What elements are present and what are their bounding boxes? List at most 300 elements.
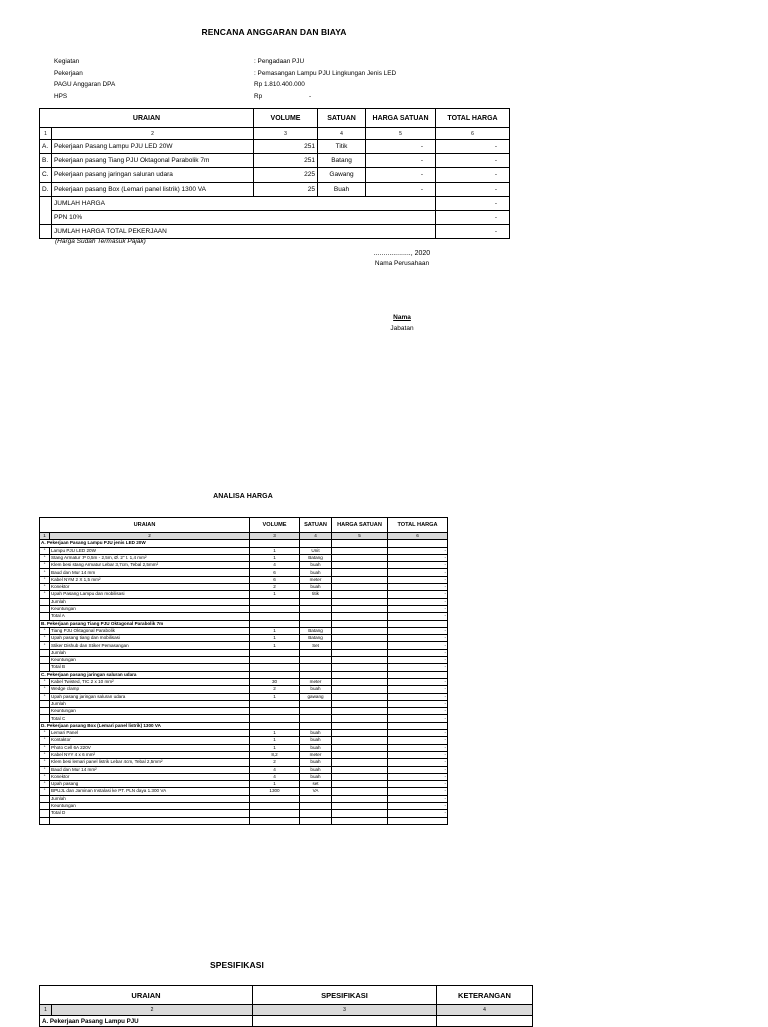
table-cell	[40, 700, 50, 707]
table-cell: -	[388, 730, 448, 737]
table-cell	[388, 817, 448, 824]
bullet-icon: °	[40, 773, 50, 780]
table-cell: C. Pekerjaan pasang jaringan saluran udara	[40, 671, 250, 678]
table-cell: Batang	[300, 635, 332, 642]
table-cell: Kabel NYY 4 x 6 mm²	[50, 751, 250, 758]
rab-col-num: 6	[436, 128, 510, 140]
table-cell: -	[388, 700, 448, 707]
spesifikasi-table	[39, 985, 533, 1027]
table-cell: 30	[250, 678, 300, 685]
table-cell: Total C	[50, 715, 250, 722]
spesifikasi-col-num: 2	[52, 1005, 253, 1016]
table-cell: -	[388, 693, 448, 700]
rab-col-num: 5	[366, 128, 436, 140]
table-cell: -	[388, 576, 448, 583]
analisa-col-num: 4	[300, 533, 332, 540]
table-row	[40, 737, 448, 744]
table-cell: B. Pekerjaan pasang Tiang PJU Oktagonal Parabolik 7m	[40, 620, 250, 627]
table-cell: buah	[300, 737, 332, 744]
row-unit: Batang	[318, 154, 366, 168]
info-label-pagu: PAGU Anggaran DPA	[54, 81, 116, 88]
table-cell: -	[388, 744, 448, 751]
table-cell	[332, 715, 388, 722]
table-row	[40, 627, 448, 634]
table-cell	[332, 700, 388, 707]
company-name: Nama Perusahaan	[374, 260, 430, 267]
table-cell: buah	[300, 730, 332, 737]
table-cell	[40, 598, 50, 605]
table-cell: D. Pekerjaan pasang Box (Lemari panel listrik) 1300 VA	[40, 722, 250, 729]
table-cell: buah	[300, 773, 332, 780]
table-cell: Baud dan Mur 14 mm	[50, 569, 250, 576]
info-extra-hps: -	[309, 92, 312, 100]
analisa-header-harga-satuan: HARGA SATUAN	[332, 518, 388, 533]
table-cell: Baud dan Mur 14 mm²	[50, 766, 250, 773]
row-total: -	[436, 182, 510, 196]
bullet-icon: °	[40, 678, 50, 685]
table-cell	[332, 722, 388, 729]
footer-row	[40, 708, 448, 715]
info-label-kegiatan: Kegiatan	[54, 58, 80, 65]
table-cell: -	[388, 766, 448, 773]
bullet-icon: °	[40, 547, 50, 554]
rab-header-satuan: SATUAN	[318, 109, 366, 128]
table-cell: buah	[300, 744, 332, 751]
table-cell: Lampu PJU LED 20W	[50, 547, 250, 554]
table-cell: 1	[250, 693, 300, 700]
analisa-number-row	[40, 533, 448, 540]
analisa-col-num: 5	[332, 533, 388, 540]
table-cell: Set	[300, 642, 332, 649]
table-cell	[40, 817, 50, 824]
table-cell	[332, 627, 388, 634]
table-cell: VA	[300, 788, 332, 795]
signatory-name: Nama	[393, 314, 411, 321]
row-code: A.	[40, 140, 52, 154]
table-cell: -	[388, 584, 448, 591]
summary-row	[40, 196, 510, 210]
table-cell: -	[388, 591, 448, 598]
footer-row	[40, 802, 448, 809]
table-cell	[250, 810, 300, 817]
table-cell: Jumlah	[50, 700, 250, 707]
row-code: C.	[40, 168, 52, 182]
table-cell	[332, 540, 388, 547]
summary-row	[40, 225, 510, 239]
spesifikasi-number-row	[40, 1005, 533, 1016]
table-row	[40, 140, 510, 154]
table-cell: 1300	[250, 788, 300, 795]
table-cell	[250, 613, 300, 620]
table-cell: Jumlah	[50, 649, 250, 656]
row-unit: Buah	[318, 182, 366, 196]
footer-row	[40, 598, 448, 605]
table-cell: Kabel NYM 2 X 1,5 mm²	[50, 576, 250, 583]
bullet-icon: °	[40, 686, 50, 693]
table-cell	[332, 562, 388, 569]
table-cell: Stang Armatur :P 0,5m - 2,5m, Ø. 2" t. 1,4 mm²	[50, 554, 250, 561]
table-cell: -	[388, 547, 448, 554]
summary-total: -	[436, 225, 510, 239]
table-cell	[40, 664, 50, 671]
table-cell	[332, 584, 388, 591]
table-cell	[332, 795, 388, 802]
footer-row	[40, 810, 448, 817]
table-row	[40, 817, 448, 824]
table-cell	[300, 605, 332, 612]
table-cell	[250, 649, 300, 656]
summary-label: PPN 10%	[52, 210, 436, 224]
table-cell: Upah pasang jaringan saluran udara	[50, 693, 250, 700]
table-cell	[40, 708, 50, 715]
row-volume: 25	[254, 182, 318, 196]
table-cell: buah	[300, 759, 332, 766]
table-row	[40, 751, 448, 758]
bullet-icon: °	[40, 569, 50, 576]
table-cell	[40, 613, 50, 620]
table-cell	[332, 759, 388, 766]
table-cell: -	[388, 715, 448, 722]
table-cell: Photo Cell 6A 220V	[50, 744, 250, 751]
footer-row	[40, 715, 448, 722]
table-cell: Jumlah	[50, 795, 250, 802]
table-row	[40, 642, 448, 649]
table-cell	[300, 598, 332, 605]
table-cell: set	[300, 781, 332, 788]
sign-date: ..................., 2020	[373, 250, 431, 257]
table-cell	[40, 649, 50, 656]
table-cell	[250, 795, 300, 802]
table-cell	[332, 744, 388, 751]
table-cell: -	[388, 678, 448, 685]
table-cell	[250, 605, 300, 612]
table-cell	[332, 737, 388, 744]
table-cell: gawang	[300, 693, 332, 700]
rab-header-row	[40, 109, 510, 128]
table-cell	[40, 715, 50, 722]
spesifikasi-header-keterangan: KETERANGAN	[437, 986, 533, 1005]
table-row	[40, 562, 448, 569]
table-cell	[250, 802, 300, 809]
table-cell	[332, 635, 388, 642]
analisa-title: ANALISA HARGA	[213, 493, 273, 500]
table-cell	[40, 802, 50, 809]
rab-col-num: 4	[318, 128, 366, 140]
table-cell	[300, 540, 332, 547]
table-row	[40, 569, 448, 576]
table-row	[40, 766, 448, 773]
table-cell	[332, 605, 388, 612]
table-cell	[332, 788, 388, 795]
rab-col-num: 1	[40, 128, 52, 140]
bullet-icon: °	[40, 788, 50, 795]
table-cell: 8,2	[250, 751, 300, 758]
signatory-title: Jabatan	[390, 325, 414, 332]
footer-row	[40, 657, 448, 664]
table-cell: buah	[300, 584, 332, 591]
table-cell: 1	[250, 642, 300, 649]
section-row	[40, 540, 448, 547]
table-cell: 4	[250, 773, 300, 780]
table-cell: 4	[250, 562, 300, 569]
bullet-icon: °	[40, 766, 50, 773]
spesifikasi-header-row	[40, 986, 533, 1005]
table-cell: -	[388, 657, 448, 664]
rab-header-total-harga: TOTAL HARGA	[436, 109, 510, 128]
table-cell	[300, 795, 332, 802]
rab-title: RENCANA ANGGARAN DAN BIAYA	[201, 27, 347, 37]
table-cell	[332, 686, 388, 693]
row-desc: Pekerjaan pasang Tiang PJU Oktagonal Parabolik 7m	[52, 154, 254, 168]
info-value-hps: Rp	[254, 92, 263, 100]
table-cell	[332, 642, 388, 649]
table-cell	[388, 540, 448, 547]
row-unit: Gawang	[318, 168, 366, 182]
spesifikasi-col-num: 4	[437, 1005, 533, 1016]
table-cell	[250, 671, 300, 678]
table-cell	[332, 591, 388, 598]
footer-row	[40, 613, 448, 620]
row-volume: 225	[254, 168, 318, 182]
table-cell	[300, 802, 332, 809]
table-cell	[300, 708, 332, 715]
table-cell	[300, 671, 332, 678]
table-cell	[300, 810, 332, 817]
table-cell: 4	[250, 766, 300, 773]
table-cell: -	[388, 554, 448, 561]
rab-info	[54, 56, 474, 102]
row-desc: Pekerjaan Pasang Lampu PJU LED 20W	[52, 140, 254, 154]
table-cell: -	[388, 781, 448, 788]
table-cell: A. Pekerjaan Pasang Lampu PJU jenis LED 20W	[40, 540, 250, 547]
table-row	[40, 759, 448, 766]
table-cell	[300, 700, 332, 707]
table-row	[40, 781, 448, 788]
table-cell	[332, 598, 388, 605]
info-label-hps: HPS	[54, 92, 68, 100]
table-cell	[250, 540, 300, 547]
footer-row	[40, 700, 448, 707]
rab-header-harga-satuan: HARGA SATUAN	[366, 109, 436, 128]
table-cell	[332, 730, 388, 737]
table-cell: 1	[250, 635, 300, 642]
table-cell	[40, 605, 50, 612]
table-cell: 1	[250, 547, 300, 554]
table-cell: meter	[300, 751, 332, 758]
analisa-col-num: 1	[40, 533, 50, 540]
bullet-icon: °	[40, 744, 50, 751]
analisa-col-num: 2	[50, 533, 250, 540]
table-cell: 1	[250, 627, 300, 634]
bullet-icon: °	[40, 693, 50, 700]
table-cell	[388, 722, 448, 729]
table-cell: Kontaktor	[50, 737, 250, 744]
spesifikasi-section-row	[40, 1016, 533, 1027]
info-value-pagu: Rp 1.810.400.000	[254, 81, 305, 88]
bullet-icon: °	[40, 576, 50, 583]
info-value-pekerjaan: : Pemasangan Lampu PJU Lingkungan Jenis LED	[254, 69, 397, 77]
footer-row	[40, 795, 448, 802]
analisa-header-volume: VOLUME	[250, 518, 300, 533]
bullet-icon: °	[40, 562, 50, 569]
table-cell: Wedge clamp	[50, 686, 250, 693]
table-cell	[300, 664, 332, 671]
table-cell: -	[388, 649, 448, 656]
table-cell: 6	[250, 576, 300, 583]
table-cell: 1	[250, 737, 300, 744]
table-cell: 1	[250, 781, 300, 788]
section-row	[40, 620, 448, 627]
spesifikasi-header-spesifikasi: SPESIFIKASI	[253, 986, 437, 1005]
rab-col-num: 3	[254, 128, 318, 140]
table-cell: 1	[250, 591, 300, 598]
table-cell: Batang	[300, 627, 332, 634]
table-cell	[332, 576, 388, 583]
table-cell	[332, 613, 388, 620]
analisa-header-uraian: URAIAN	[40, 518, 250, 533]
table-cell: titik	[300, 591, 332, 598]
rab-table	[39, 108, 510, 239]
table-cell: Total B	[50, 664, 250, 671]
table-cell: -	[388, 795, 448, 802]
row-price: -	[366, 140, 436, 154]
table-cell: -	[388, 605, 448, 612]
table-cell: -	[388, 708, 448, 715]
table-cell: -	[388, 686, 448, 693]
table-cell	[300, 620, 332, 627]
table-cell	[332, 781, 388, 788]
table-row	[40, 730, 448, 737]
table-row	[40, 744, 448, 751]
table-cell	[250, 620, 300, 627]
bullet-icon: °	[40, 584, 50, 591]
table-cell	[332, 657, 388, 664]
bullet-icon: °	[40, 781, 50, 788]
table-cell: 2	[250, 759, 300, 766]
table-row	[40, 788, 448, 795]
table-row	[40, 635, 448, 642]
table-cell	[250, 598, 300, 605]
table-cell: -	[388, 751, 448, 758]
table-cell	[332, 810, 388, 817]
table-cell	[332, 620, 388, 627]
section-row	[40, 722, 448, 729]
tax-note: (Harga Sudah Termasuk Pajak)	[55, 238, 146, 245]
table-cell: Klem besi lemari panel listrik Lebar 4cm, Tebal 2,5mm²	[50, 759, 250, 766]
table-cell	[250, 817, 300, 824]
row-desc: Pekerjaan pasang Box (Lemari panel listrik) 1300 VA	[52, 182, 254, 196]
table-cell	[300, 613, 332, 620]
table-cell	[250, 722, 300, 729]
summary-label: JUMLAH HARGA	[52, 196, 436, 210]
row-price: -	[366, 168, 436, 182]
table-cell: 2	[250, 686, 300, 693]
table-cell: 1	[250, 730, 300, 737]
table-cell: Total D	[50, 810, 250, 817]
table-cell: Unit	[300, 547, 332, 554]
table-cell: buah	[300, 562, 332, 569]
table-cell: Keuntungan	[50, 605, 250, 612]
row-price: -	[366, 182, 436, 196]
table-cell	[332, 547, 388, 554]
info-value-kegiatan: : Pengadaan PJU	[254, 58, 305, 65]
footer-row	[40, 605, 448, 612]
table-cell: -	[388, 759, 448, 766]
table-cell	[332, 817, 388, 824]
table-row	[40, 168, 510, 182]
analisa-table	[39, 517, 448, 825]
table-cell: -	[388, 802, 448, 809]
summary-total: -	[436, 210, 510, 224]
table-cell	[332, 773, 388, 780]
table-cell: Konektor	[50, 773, 250, 780]
table-cell	[300, 649, 332, 656]
table-cell: Keuntungan	[50, 708, 250, 715]
table-row	[40, 154, 510, 168]
table-cell: BPUJL dan Jaminan Instalasi ke PT. PLN daya 1.300 VA	[50, 788, 250, 795]
table-row	[40, 591, 448, 598]
table-cell: Upah pasang	[50, 781, 250, 788]
spesifikasi-col-num: 1	[40, 1005, 52, 1016]
table-cell	[332, 678, 388, 685]
table-cell	[332, 802, 388, 809]
bullet-icon: °	[40, 737, 50, 744]
table-cell: Jumlah	[50, 598, 250, 605]
table-row	[40, 584, 448, 591]
summary-row	[40, 210, 510, 224]
spesifikasi-title: SPESIFIKASI	[209, 960, 264, 970]
table-cell: 1	[250, 554, 300, 561]
info-label-pekerjaan: Pekerjaan	[54, 69, 83, 77]
table-cell: meter	[300, 576, 332, 583]
rab-header-volume: VOLUME	[254, 109, 318, 128]
analisa-col-num: 3	[250, 533, 300, 540]
table-cell	[332, 664, 388, 671]
table-cell: Keuntungan	[50, 657, 250, 664]
spesifikasi-header-uraian: URAIAN	[40, 986, 253, 1005]
row-volume: 251	[254, 140, 318, 154]
bullet-icon: °	[40, 591, 50, 598]
table-row	[40, 554, 448, 561]
table-cell	[332, 569, 388, 576]
table-row	[40, 773, 448, 780]
table-cell: Batang	[300, 554, 332, 561]
table-cell	[250, 708, 300, 715]
table-cell: Lemari Panel	[50, 730, 250, 737]
summary-label: JUMLAH HARGA TOTAL PEKERJAAN	[52, 225, 436, 239]
table-cell	[332, 708, 388, 715]
summary-total: -	[436, 196, 510, 210]
table-row	[40, 693, 448, 700]
spesifikasi-col-num: 3	[253, 1005, 437, 1016]
table-cell: Tiang PJU Oktagonal Parabolik	[50, 627, 250, 634]
row-desc: Pekerjaan pasang jaringan saluran udara	[52, 168, 254, 182]
table-cell: -	[388, 810, 448, 817]
analisa-header-satuan: SATUAN	[300, 518, 332, 533]
table-cell	[250, 700, 300, 707]
table-cell: -	[388, 664, 448, 671]
table-cell: -	[388, 773, 448, 780]
table-row	[40, 576, 448, 583]
table-cell: Total A	[50, 613, 250, 620]
table-cell: Kabel Twisted, TIC 2 x 10 mm²	[50, 678, 250, 685]
table-cell	[388, 620, 448, 627]
table-row	[40, 686, 448, 693]
bullet-icon: °	[40, 635, 50, 642]
table-cell	[50, 817, 250, 824]
table-cell: -	[388, 635, 448, 642]
table-cell	[332, 766, 388, 773]
